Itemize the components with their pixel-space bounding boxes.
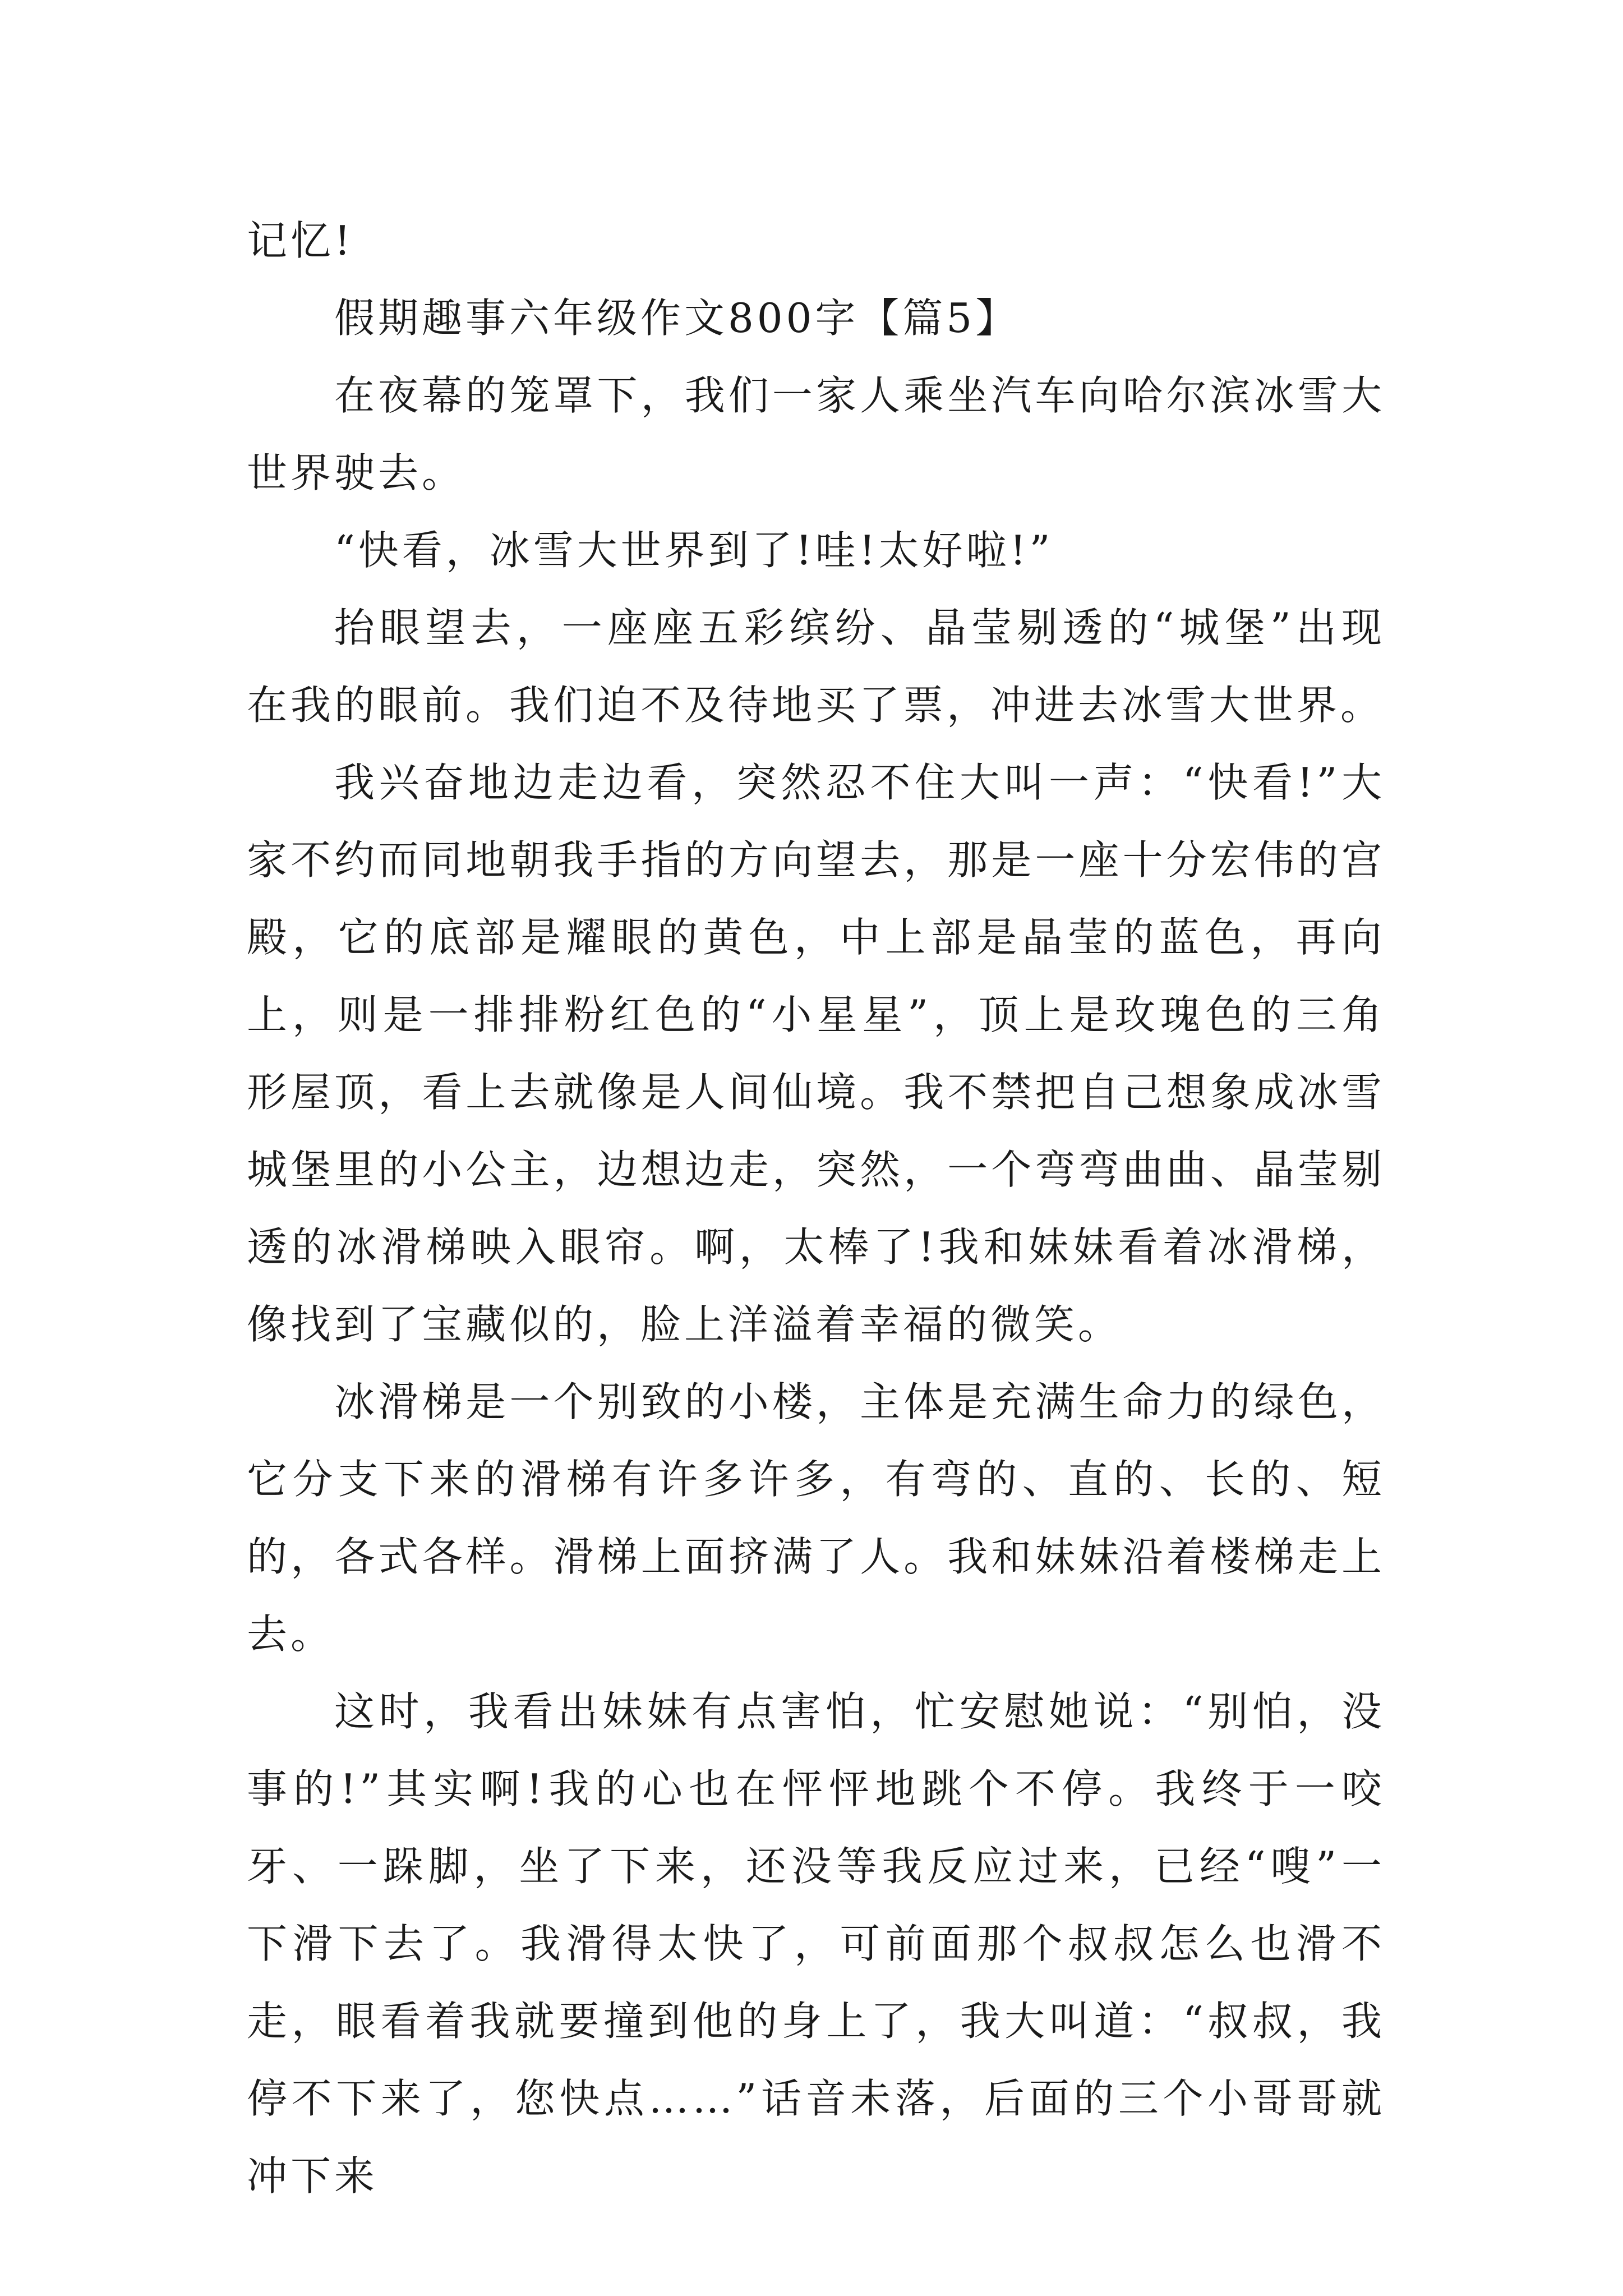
paragraph-1: 在夜幕的笼罩下，我们一家人乘坐汽车向哈尔滨冰雪大世界驶去。 xyxy=(247,372,1385,496)
article-heading: 假期趣事六年级作文800字【篇5】 xyxy=(334,295,1020,342)
paragraph-5: 冰滑梯是一个别致的小楼，主体是充满生命力的绿色，它分支下来的滑梯有许多许多，有弯的、直的、长的、短的，各式各样。滑梯上面挤满了人。我和妹妹沿着楼梯走上去。 xyxy=(247,1378,1385,1658)
paragraph-4: 我兴奋地边走边看，突然忍不住大叫一声：“快看!”大家不约而同地朝我手指的方向望去，那是一座十分宏伟的宫殿，它的底部是耀眼的黄色，中上部是晶莹的蓝色，再向上，则是一排排粉红色的“小星星”，顶上是玫瑰色的三角形屋顶，看上去就像是人间仙境。我不禁把自己想象成冰雪城堡里的小公主，边想边走，突然，一个弯弯曲曲、晶莹剔透的冰滑梯映入眼帘。啊，太棒了!我和妹妹看着冰滑梯，像找到了宝藏似的，脸上洋溢着幸福的微笑。 xyxy=(247,759,1385,1348)
text-column xyxy=(247,202,1385,2215)
paragraph-2: “快看，冰雪大世界到了!哇!太好啦!” xyxy=(334,527,1054,574)
paragraph-3: 抬眼望去，一座座五彩缤纷、晶莹剔透的“城堡”出现在我的眼前。我们迫不及待地买了票，冲进去冰雪大世界。 xyxy=(247,604,1385,729)
paragraph-6: 这时，我看出妹妹有点害怕，忙安慰她说：“别怕，没事的!”其实啊!我的心也在怦怦地跳个不停。我终于一咬牙、一跺脚，坐了下来，还没等我反应过来，已经“嗖”一下滑下去了。我滑得太快了，可前面那个叔叔怎么也滑不走，眼看着我就要撞到他的身上了，我大叫道：“叔叔，我停不下来了，您快点……”话音未落，后面的三个小哥哥就冲下来 xyxy=(247,1688,1385,2200)
lead-line: 记忆! xyxy=(247,217,354,264)
